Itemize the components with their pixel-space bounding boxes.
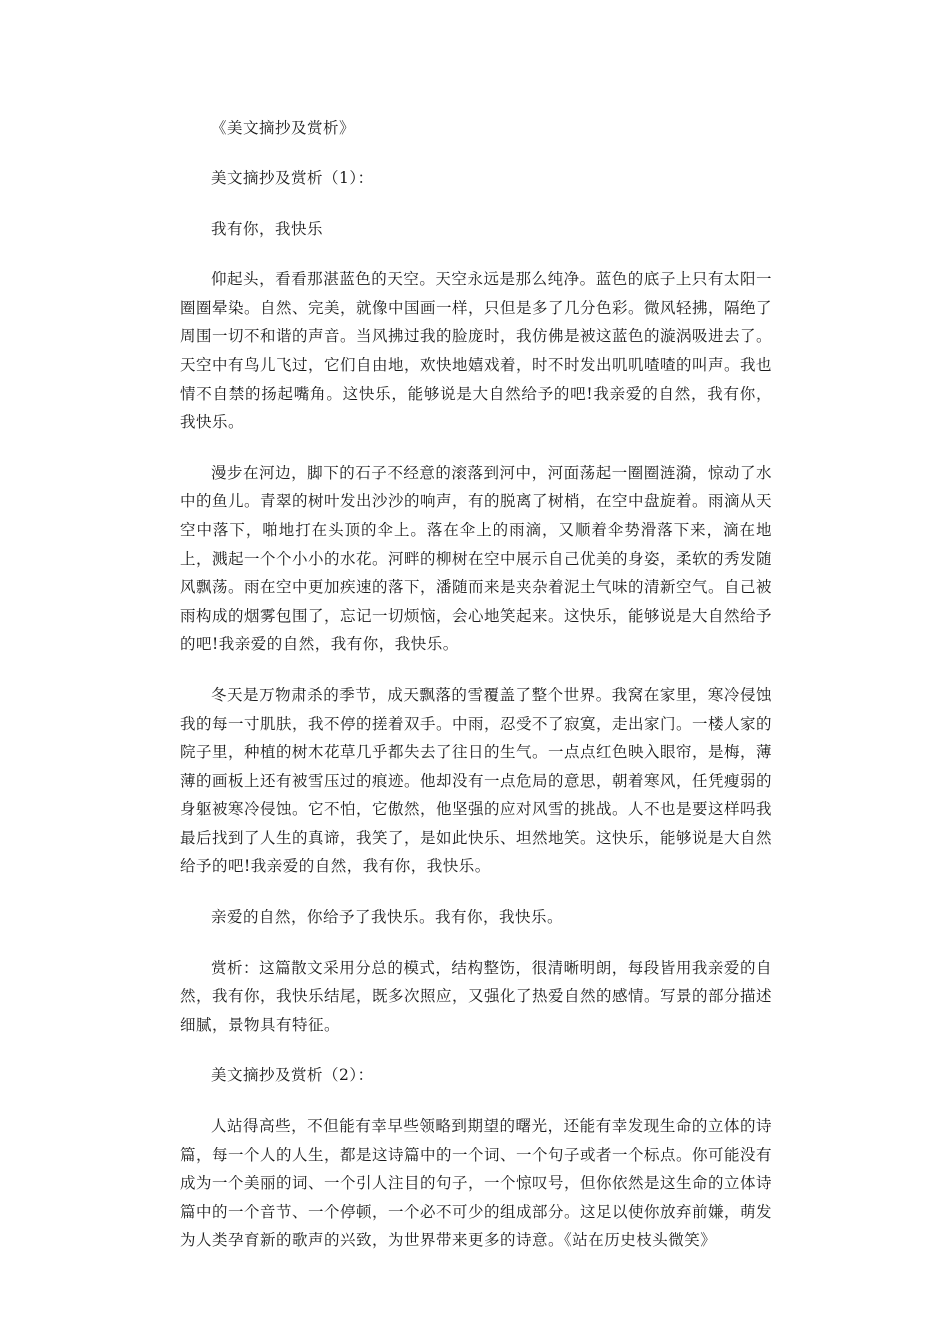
body-paragraph: 亲爱的自然，你给予了我快乐。我有你，我快乐。	[211, 908, 564, 927]
essay-title: 我有你，我快乐	[211, 219, 324, 238]
section-heading-1: 美文摘抄及赏析（1）：	[211, 169, 374, 187]
document-page	[180, 114, 772, 1277]
body-paragraph: 漫步在河边，脚下的石子不经意的滚落到河中，河面荡起一圈圈涟漪，惊动了水中的鱼儿。青翠的树叶发出沙沙的响声，有的脱离了树梢，在空中盘旋着。雨滴从天空中落下，啪地打在头顶的伞上。落在伞上的雨滴，又顺着伞势滑落下来，滴在地上，溅起一个个小小的水花。河畔的柳树在空中展示自己优美的身姿，柔软的秀发随风飘荡。雨在空中更加疾速的落下，潘随而来是夹杂着泥土气味的清新空气。自己被雨构成的烟雾包围了，忘记一切烦恼，会心地笑起来。这快乐，能够说是大自然给予的吧!我亲爱的自然，我有你，我快乐。	[180, 463, 773, 654]
body-paragraph: 冬天是万物肃杀的季节，成天飘落的雪覆盖了整个世界。我窝在家里，寒冷侵蚀我的每一寸肌肤，我不停的搓着双手。中雨，忍受不了寂寞，走出家门。一楼人家的院子里，种植的树木花草几乎都失去了往日的生气。一点点红色映入眼帘，是梅，薄薄的画板上还有被雪压过的痕迹。他却没有一点危局的意思，朝着寒风，任凭瘦弱的身躯被寒冷侵蚀。它不怕，它傲然，他坚强的应对风雪的挑战。人不也是要这样吗我最后找到了人生的真谛，我笑了，是如此快乐、坦然地笑。这快乐，能够说是大自然给予的吧!我亲爱的自然，我有你，我快乐。	[180, 685, 773, 876]
body-paragraph: 人站得高些，不但能有幸早些领略到期望的曙光，还能有幸发现生命的立体的诗篇，每一个人的人生，都是这诗篇中的一个词、一个句子或者一个标点。你可能没有成为一个美丽的词、一个引人注目的句子，一个惊叹号，但你依然是这生命的立体诗篇中的一个音节、一个停顿，一个必不可少的组成部分。这足以使你放弃前嫌，萌发为人类孕育新的歌声的兴致，为世界带来更多的诗意。《站在历史枝头微笑》	[180, 1117, 773, 1250]
section-heading-2: 美文摘抄及赏析（2）：	[211, 1066, 374, 1085]
analysis-paragraph: 赏析：这篇散文采用分总的模式，结构整饬，很清晰明朗，每段皆用我亲爱的自然，我有你，我快乐结尾，既多次照应，又强化了热爱自然的感情。写景的部分描述细腻，景物具有特征。	[180, 958, 773, 1034]
document-title: 《美文摘抄及赏析》	[211, 119, 356, 137]
body-paragraph: 仰起头，看看那湛蓝色的天空。天空永远是那么纯净。蓝色的底子上只有太阳一圈圈晕染。自然、完美，就像中国画一样，只但是多了几分色彩。微风轻拂，隔绝了周围一切不和谐的声音。当风拂过我的脸庞时，我仿佛是被这蓝色的漩涡吸进去了。天空中有鸟儿飞过，它们自由地，欢快地嬉戏着，时不时发出叽叽喳喳的叫声。我也情不自禁的扬起嘴角。这快乐，能够说是大自然给予的吧!我亲爱的自然，我有你，我快乐。	[180, 270, 773, 432]
